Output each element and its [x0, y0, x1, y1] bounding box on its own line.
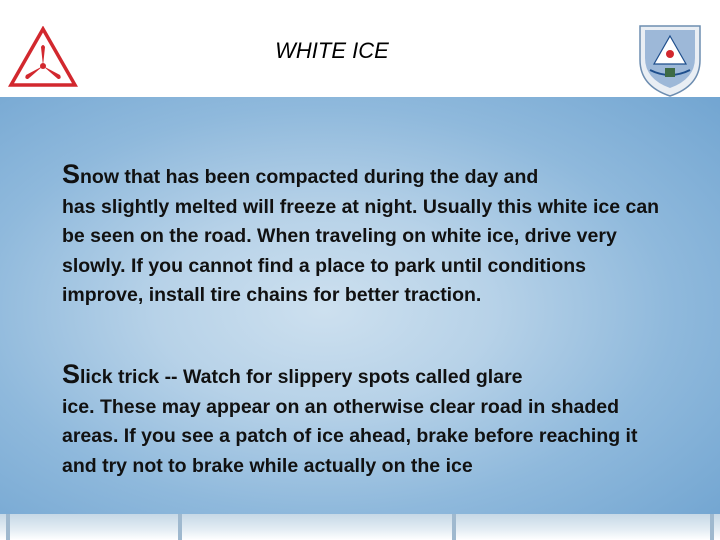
paragraph-first-line: now that has been compacted during the day and — [80, 166, 539, 188]
paragraph-initial: S — [62, 159, 81, 189]
paragraph-white-ice — [62, 160, 662, 311]
paragraph-initial: S — [62, 359, 81, 389]
paragraph-first-line: lick trick -- Watch for slippery spots called glare — [80, 366, 523, 388]
paragraph-body: has slightly melted will freeze at night. Usually this white ice can be seen on the road. When traveling on white ice, drive very slowly. If you cannot find a place to park until conditions improve, install tire chains for better traction. — [62, 195, 660, 306]
paragraph-slick-trick — [62, 360, 662, 481]
command-shield-emblem — [636, 24, 704, 98]
slide-header — [0, 0, 720, 97]
paragraph-body: ice. These may appear on an otherwise clear road in shaded areas. If you see a patch of ice ahead, brake before reaching it and try not to brake while actually on the ice — [62, 395, 638, 477]
bottom-decorative-strip — [0, 514, 720, 540]
slide-title: WHITE ICE — [275, 38, 389, 63]
